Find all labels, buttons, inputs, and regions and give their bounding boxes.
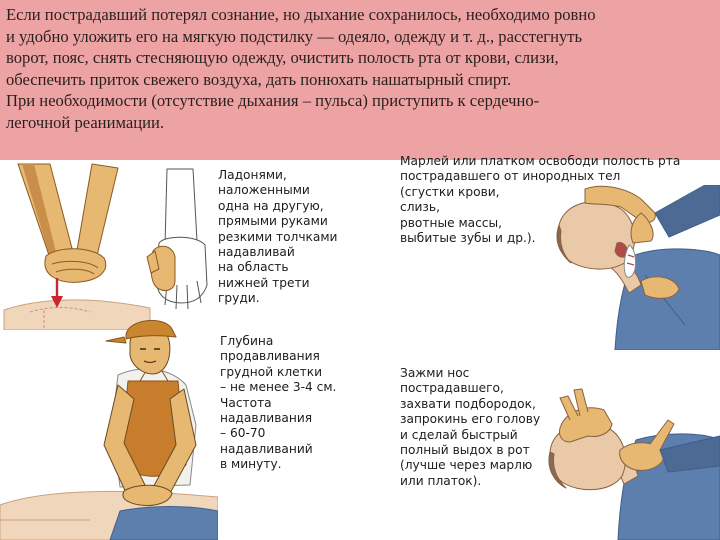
caption-line: захвати подбородок, [400, 396, 536, 411]
caption-line: Зажми нос [400, 366, 470, 380]
caption-line: или платок). [400, 473, 482, 488]
caption-line: Глубина [220, 334, 274, 348]
hand-position-illustration [145, 165, 215, 315]
caption-line: надавливай [218, 245, 295, 260]
caption-line: и сделай быстрый [400, 427, 518, 442]
intro-line: обеспечить приток свежего воздуха, дать понюхать нашатырный спирт. [6, 69, 512, 89]
caption-line: полный выдох в рот [400, 443, 530, 458]
caption-line: грудной клетки [220, 364, 323, 379]
caption-line: Частота [220, 395, 272, 410]
caption-line: пострадавшего от инородных тел [400, 169, 621, 184]
caption-line: груди. [218, 291, 260, 306]
caption-line: одна на другую, [218, 198, 324, 213]
intro-line: ворот, пояс, снять стесняющую одежду, очистить полость рта от крови, слизи, [6, 48, 559, 68]
caption-line: рвотные массы, [400, 215, 502, 230]
caption-line: Ладонями, [218, 168, 287, 182]
caption-line: – не менее 3-4 см. [220, 380, 337, 395]
intro-line: При необходимости (отсутствие дыхания – пульса) приступить к сердечно- [6, 91, 540, 111]
intro-line: и удобно уложить его на мягкую подстилку — одеяло, одежду и т. д., расстегнуть [6, 26, 583, 46]
intro-line: легочной реанимации. [6, 112, 164, 132]
caption-line: нижней трети [218, 275, 310, 290]
caption-line: слизь, [400, 200, 440, 215]
caption-line: на область [218, 260, 289, 275]
caption-line: – 60-70 [220, 426, 266, 441]
caption-line: резкими толчками [218, 229, 338, 244]
caption-line: (сгустки крови, [400, 184, 500, 199]
caption-line: надавливаний [220, 441, 313, 456]
rescuer-compressions-illustration [0, 315, 218, 540]
intro-line: Если пострадавший потерял сознание, но дыхание сохранилось, необходимо ровно [6, 5, 596, 24]
palms-caption [218, 168, 378, 307]
caption-line: прямыми руками [218, 214, 328, 229]
caption-line: продавливания [220, 349, 320, 364]
caption-line: в минуту. [220, 457, 282, 472]
caption-line: (лучше через марлю [400, 458, 533, 473]
caption-line: надавливания [220, 411, 313, 426]
caption-line: выбитые зубы и др.). [400, 231, 536, 246]
intro-text [6, 4, 718, 134]
caption-line: пострадавшего, [400, 381, 504, 396]
rescue-breath-caption [400, 366, 560, 489]
rescue-breath-illustration [540, 380, 720, 540]
caption-line: наложенными [218, 183, 310, 198]
caption-line: Марлей или платком освободи полость рта [400, 154, 681, 168]
depth-caption [220, 334, 385, 473]
intro-panel [0, 0, 720, 160]
caption-line: запрокинь его голову [400, 412, 541, 427]
mouth-clearing-illustration [545, 185, 720, 350]
chest-compression-hands-illustration [0, 160, 160, 330]
